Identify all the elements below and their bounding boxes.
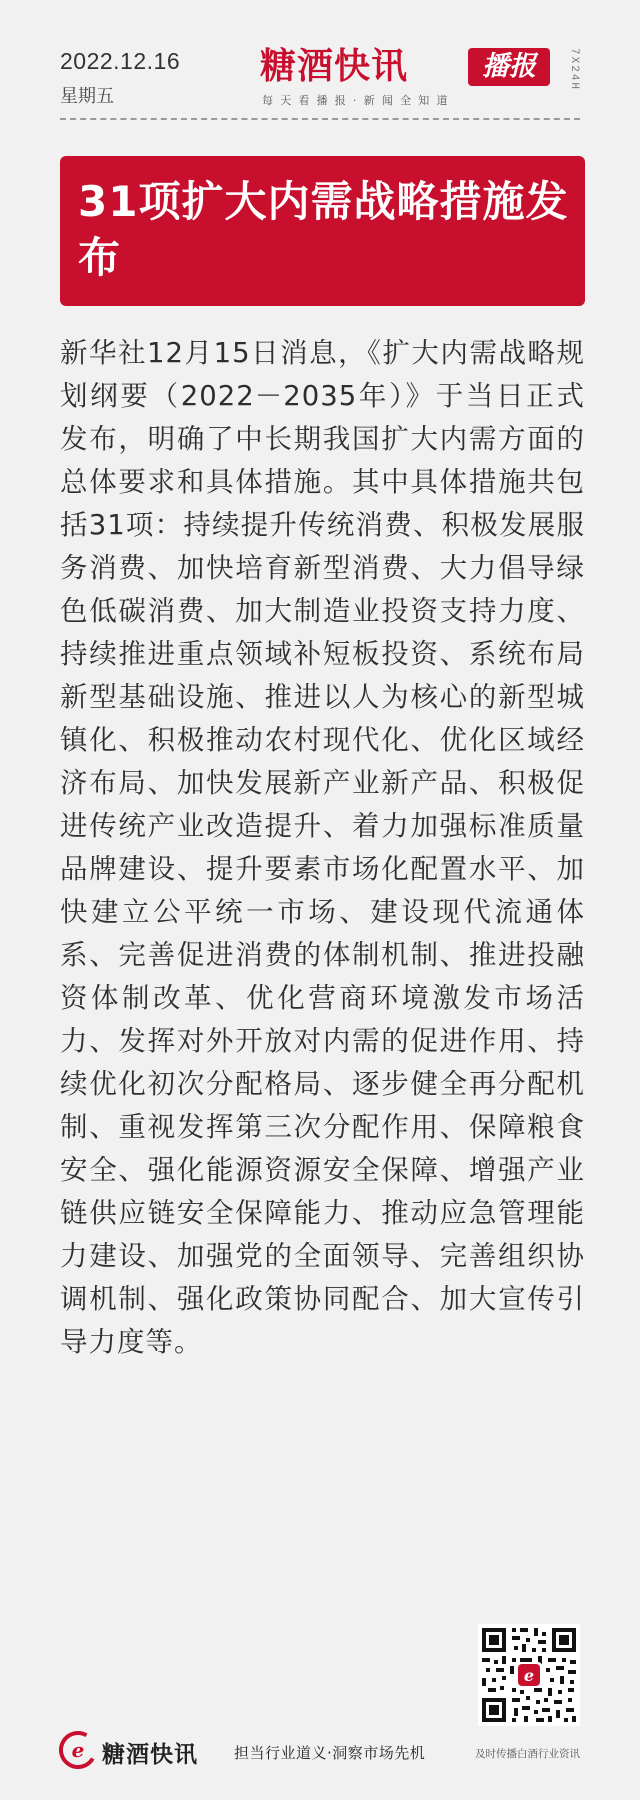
date: 2022.12.16 <box>60 48 181 74</box>
article-body: 新华社12月15日消息，《扩大内需战略规划纲要（2022－2035年）》于当日正式发布，明确了中长期我国扩大内需方面的总体要求和具体措施。其中具体措施共包括31项：持续提升传统消费、积极发展服务消费、加快培育新型消费、大力倡导绿色低碳消费、加大制造业投资支持力度、持续推进重点领域补短板投资、系统布局新型基础设施、推进以人为核心的新型城镇化、积极推动农村现代化、优化区域经济布局、加快发展新产业新产品、积极促进传统产业改造提升、着力加强标准质量品牌建设、提升要素市场化配置水平、加快建立公平统一市场、建设现代流通体系、完善促进消费的体制机制、推进投融资体制改革、优化营商环境激发市场活力、发挥对外开放对内需的促进作用、持续优化初次分配格局、逐步健全再分配机制、重视发挥第三次分配作用、保障粮食安全、强化能源资源安全保障、增强产业链供应链安全保障能力、推动应急管理能力建设、加强党的全面领导、完善组织协调机制、强化政策协同配合、加大宣传引导力度等。 <box>60 337 585 1358</box>
article-title: 31项扩大内需战略措施发布 <box>78 177 569 282</box>
e-logo-icon <box>58 1730 98 1770</box>
brand-slogan: 每天看播报·新闻全知道 <box>262 94 455 107</box>
weekday: 星期五 <box>60 86 114 107</box>
footer <box>58 1728 588 1778</box>
brand-logo <box>260 44 550 114</box>
qr-code <box>478 1624 580 1726</box>
vertical-tag: 7X24H <box>568 48 580 92</box>
footer-brand: 糖酒快讯 <box>102 1741 198 1768</box>
title-banner <box>60 156 585 306</box>
svg-text:e: e <box>71 1738 85 1762</box>
qr-code-graphic <box>478 1624 580 1726</box>
brand-badge: 播报 <box>468 48 550 86</box>
brand-name: 糖酒快讯 <box>260 45 409 87</box>
footer-note: 及时传播白酒行业资讯 <box>475 1748 580 1760</box>
footer-slogan: 担当行业道义·洞察市场先机 <box>234 1744 426 1762</box>
header-divider <box>60 118 580 120</box>
svg-text:e: e <box>523 1666 535 1685</box>
header <box>60 44 580 114</box>
